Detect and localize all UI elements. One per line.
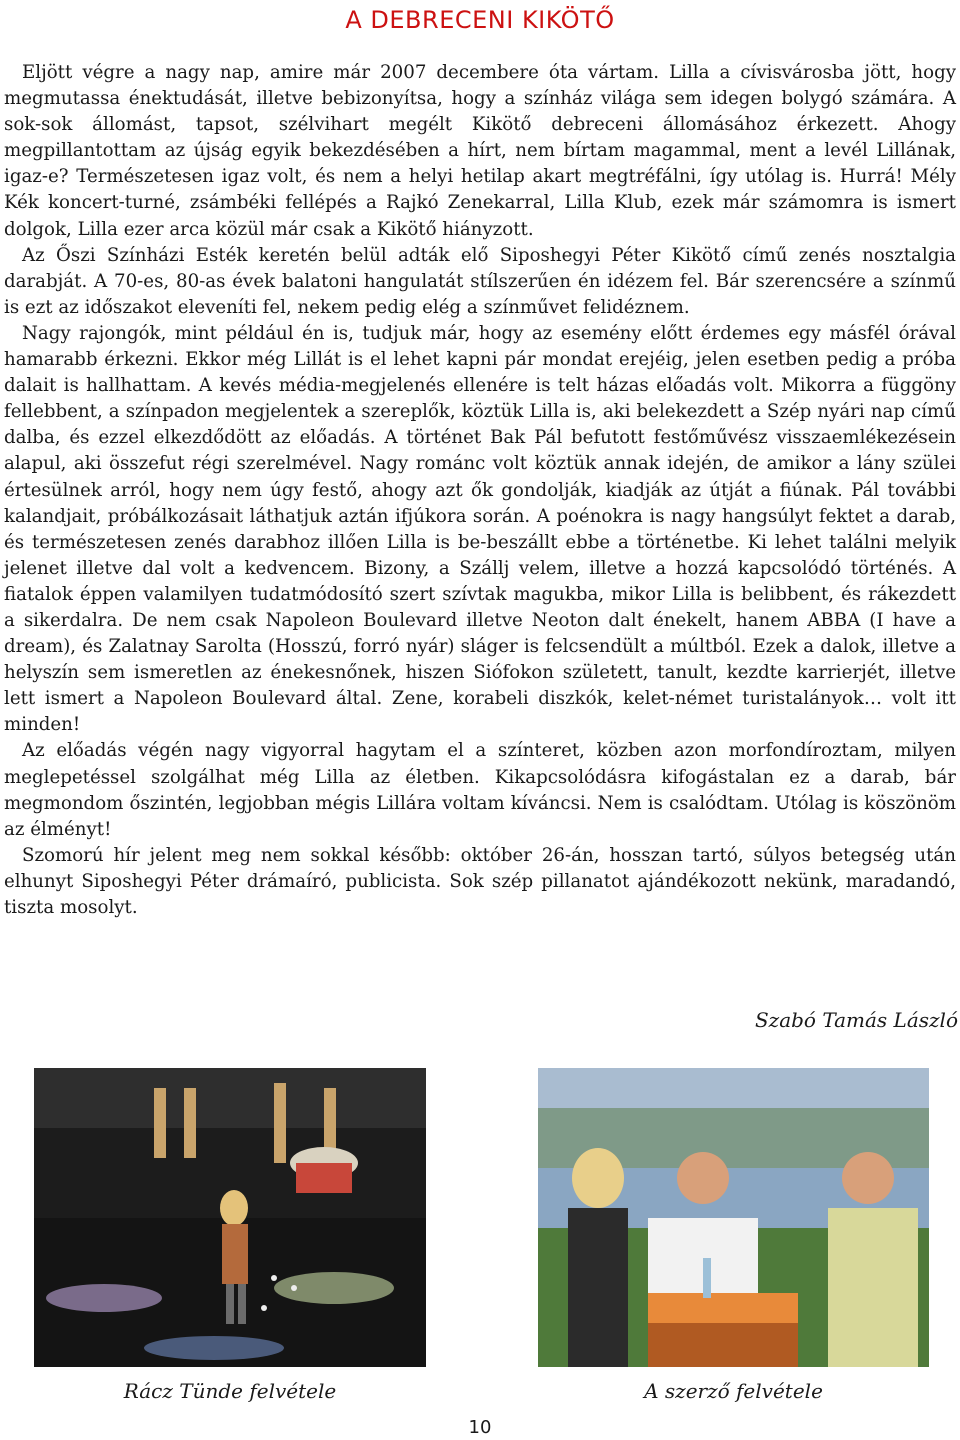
stage-photo-left [34, 1068, 426, 1367]
page-title: A DEBRECENI KIKÖTŐ [345, 6, 615, 34]
article-body [4, 60, 956, 921]
article-paragraph: Az Őszi Színházi Esték keretén belül adták elő Siposhegyi Péter Kikötő című zenés nosztalgia darabját. A 70-es, 80-as évek balatoni hangulatát stílszerűen én idézem fel. Bár szerencsére a színmű is ezt az időszakot eleveníti fel, nekem pedig elég a színművet felidéznem. [4, 244, 956, 318]
article-paragraph: Az előadás végén nagy vigyorral hagytam el a színteret, közben azon morfondíroztam, milyen meglepetéssel szolgálhat még Lilla az életben. Kikapcsolódásra kifogástalan ez a darab, bár megmondom őszintén, legjobban mégis Lillára voltam kíváncsi. Nem is csalódtam. Utólag is köszönöm az élményt! [4, 740, 956, 840]
stage-photo-right [538, 1068, 929, 1367]
page-number: 10 [468, 1417, 492, 1438]
article-paragraph: Nagy rajongók, mint például én is, tudjuk már, hogy az esemény előtt érdemes egy másfél órával hamarabb érkezni. Ekkor még Lillát is el lehet kapni pár mondat erejéig, jelen esetben pedig a próba dalait is hallhattam. A kevés média-megjelenés ellenére is telt házas előadás volt. Mikorra a függöny fellebbent, a színpadon megjelentek a szereplők, köztük Lilla is, aki belekezdett a Szép nyári nap című dalba, és ezzel elkezdődött az előadás. A történet Bak Pál befutott festőművész visszaemlékezésein alapul, aki összefut régi szerelmével. Nagy románc volt köztük annak idején, de amikor a lány szülei értesülnek arról, hogy nem úgy festő, ahogy azt ők gondolják, kiadják az útját a fiúnak. Pál további kalandjait, próbálkozásait láthatjuk aztán ifjúkora során. A poénokra is nagy hangsúlyt fektet a darab, és természetesen zenés darabhoz illően Lilla is be-beszállt ebbe a történetbe. Ki lehet találni melyik jelenet illetve dal volt a kedvencem. Bizony, a Szállj velem, illetve a hozzá kapcsolódó történés. A fiatalok éppen valamilyen tudatmódosító szert szívtak magukba, mikor Lilla is belibbent, és rákezdett a sikerdalra. De nem csak Napoleon Boulevard illetve Neoton dalt énekelt, hanem ABBA (I have a dream), és Zalatnay Sarolta (Hosszú, forró nyár) sláger is felcsendült a múltból. Ezek a dalok, illetve a helyszín sem ismeretlen az énekesnőnek, hiszen Siófokon született, tanult, kezdte karrierjét, illetve lett ismert a Napoleon Boulevard által. Zene, korabeli diszkók, kelet-német turistalányok… volt itt minden! [4, 322, 956, 736]
article-paragraph: Szomorú hír jelent meg nem sokkal később: október 26-án, hosszan tartó, súlyos betegség után elhunyt Siposhegyi Péter drámaíró, publicista. Sok szép pillanatot ajándékozott nekünk, maradandó, tiszta mosolyt. [4, 844, 956, 918]
author-signature: Szabó Tamás László [754, 1008, 958, 1032]
stage-scene-illustration [538, 1068, 929, 1367]
stage-scene-illustration [34, 1068, 426, 1367]
photo-caption-right: A szerző felvétele [644, 1379, 823, 1403]
photo-caption-left: Rácz Tünde felvétele [123, 1379, 337, 1403]
article-paragraph: Eljött végre a nagy nap, amire már 2007 decembere óta vártam. Lilla a cívisvárosba jött, hogy megmutassa énektudását, illetve bebizonyítsa, hogy a színház világa sem idegen bolygó számára. A sok-sok állomást, tapsot, szélvihart megélt Kikötő debreceni állomásához érkezett. Ahogy megpillantottam az újság egyik bekezdésében a hírt, nem bírtam magammal, ment a levél Lillának, igaz-e? Természetesen igaz volt, és nem a helyi hetilap akart megtréfálni, így utólag is. Hurrá! Mély Kék koncert-turné, zsámbéki fellépés a Rajkó Zenekarral, Lilla Klub, ezek már számomra is ismert dolgok, Lilla ezer arca közül már csak a Kikötő hiányzott. [4, 62, 956, 240]
